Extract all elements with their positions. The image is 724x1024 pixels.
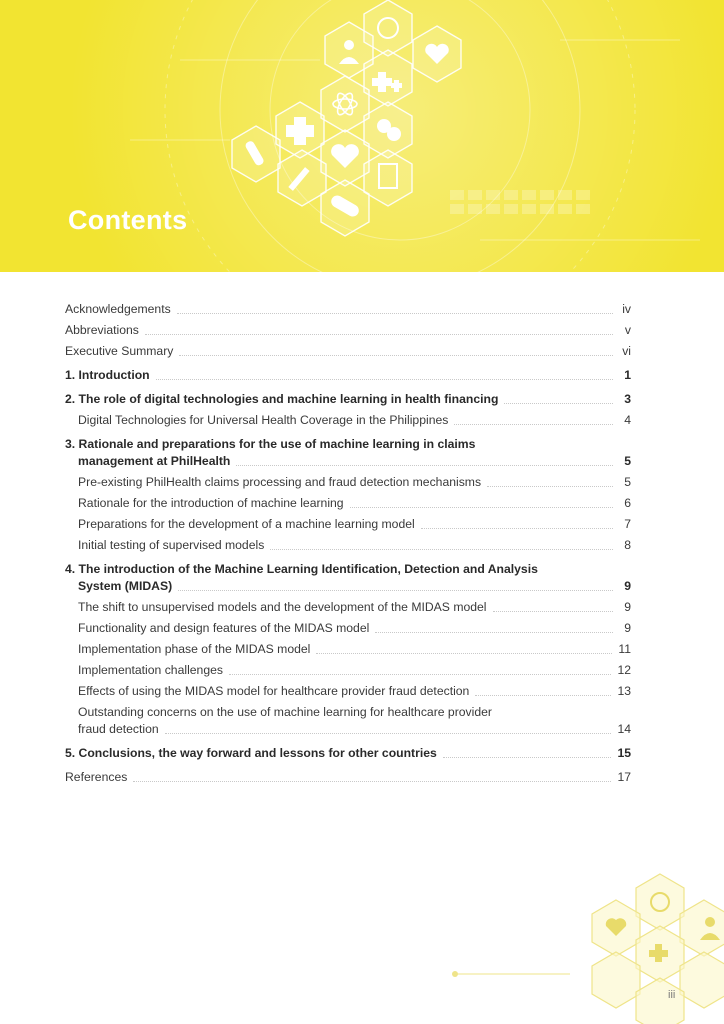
toc-page: 4 — [624, 413, 631, 427]
toc-page: 15 — [617, 746, 631, 760]
dot-leader — [179, 355, 613, 356]
toc-page: 11 — [618, 642, 631, 656]
toc-entry-executive-summary[interactable] — [65, 344, 635, 359]
toc-page: 6 — [624, 496, 631, 510]
toc-entry-acknowledgements[interactable] — [65, 302, 635, 317]
toc-label: Initial testing of supervised models — [78, 538, 265, 552]
toc-label: Effects of using the MIDAS model for healthcare provider fraud detection — [78, 684, 470, 698]
dot-leader — [421, 528, 613, 529]
dot-leader — [316, 653, 612, 654]
toc-entry-section-3-1[interactable] — [65, 475, 635, 490]
toc-page: iv — [622, 302, 631, 316]
toc-page: 3 — [624, 392, 631, 406]
toc-page: 9 — [624, 600, 631, 614]
toc-entry-section-4-4[interactable] — [65, 663, 635, 678]
toc-label-line1: 4. The introduction of the Machine Learning Identification, Detection and Analysis — [65, 562, 538, 576]
toc-page: 1 — [624, 368, 631, 382]
dot-leader — [487, 486, 613, 487]
toc-entry-section-4-5[interactable] — [65, 684, 635, 699]
toc-page: 17 — [617, 770, 631, 784]
dot-leader — [156, 379, 613, 380]
dot-leader — [475, 695, 611, 696]
toc-label-line2: System (MIDAS) — [78, 579, 173, 593]
toc-page: vi — [622, 344, 631, 358]
toc-entry-section-3-4[interactable] — [65, 538, 635, 553]
dot-leader — [454, 424, 613, 425]
toc-page: 5 — [624, 454, 631, 468]
toc-label: Implementation phase of the MIDAS model — [78, 642, 311, 656]
toc-label: Rationale for the introduction of machine learning — [78, 496, 344, 510]
dot-leader — [145, 334, 613, 335]
toc-label: Executive Summary — [65, 344, 174, 358]
toc-page: 7 — [624, 517, 631, 531]
dot-leader — [493, 611, 613, 612]
toc-entry-section-4[interactable] — [65, 562, 635, 594]
toc-entry-references[interactable] — [65, 770, 635, 785]
toc-page: 9 — [624, 621, 631, 635]
toc-entry-section-4-1[interactable] — [65, 600, 635, 615]
toc-page: 13 — [617, 684, 631, 698]
dot-leader — [178, 590, 613, 591]
dot-leader — [443, 757, 612, 758]
toc-page: 8 — [624, 538, 631, 552]
toc-label: References — [65, 770, 128, 784]
toc-entry-section-4-3[interactable] — [65, 642, 635, 657]
toc-entry-section-5[interactable] — [65, 746, 635, 761]
toc-label: Preparations for the development of a machine learning model — [78, 517, 415, 531]
dot-leader — [375, 632, 613, 633]
dot-leader — [350, 507, 613, 508]
toc-label: 5. Conclusions, the way forward and lessons for other countries — [65, 746, 437, 760]
toc-label: 2. The role of digital technologies and machine learning in health financing — [65, 392, 499, 406]
toc-page: 9 — [624, 579, 631, 593]
toc-label-line1: Outstanding concerns on the use of machine learning for healthcare provider — [78, 705, 492, 719]
toc-page: v — [624, 323, 631, 337]
toc-label: Acknowledgements — [65, 302, 171, 316]
toc-page: 5 — [624, 475, 631, 489]
toc-entry-abbreviations[interactable] — [65, 323, 635, 338]
page-title: Contents — [68, 205, 188, 235]
page-number: iii — [668, 989, 676, 1001]
toc-label: Pre-existing PhilHealth claims processing and fraud detection mechanisms — [78, 475, 482, 489]
toc-entry-section-3-3[interactable] — [65, 517, 635, 532]
toc-label-line2: management at PhilHealth — [78, 454, 231, 468]
toc-entry-section-4-6[interactable] — [65, 705, 635, 737]
toc-page: 14 — [617, 722, 631, 736]
toc-entry-introduction[interactable] — [65, 368, 635, 383]
toc-label-line2: fraud detection — [78, 722, 159, 736]
dot-leader — [236, 465, 613, 466]
dot-leader — [165, 733, 612, 734]
toc-label: The shift to unsupervised models and the development of the MIDAS model — [78, 600, 487, 614]
toc-page: 12 — [617, 663, 631, 677]
toc-label: Abbreviations — [65, 323, 139, 337]
toc-label: 1. Introduction — [65, 368, 150, 382]
footer-hexagon-decoration — [440, 840, 724, 1024]
dot-leader — [229, 674, 611, 675]
dot-leader — [133, 781, 611, 782]
toc-entry-section-4-2[interactable] — [65, 621, 635, 636]
header-banner — [0, 0, 724, 272]
dot-leader — [270, 549, 613, 550]
toc-label: Functionality and design features of the MIDAS model — [78, 621, 370, 635]
dot-leader — [177, 313, 613, 314]
toc-entry-section-3-2[interactable] — [65, 496, 635, 511]
toc-entry-section-2[interactable] — [65, 392, 635, 407]
toc-entry-section-3[interactable] — [65, 437, 635, 469]
dot-leader — [504, 403, 613, 404]
toc-label: Digital Technologies for Universal Health Coverage in the Philippines — [78, 413, 449, 427]
toc-label-line1: 3. Rationale and preparations for the use of machine learning in claims — [65, 437, 476, 451]
table-of-contents — [65, 298, 635, 785]
toc-label: Implementation challenges — [78, 663, 223, 677]
toc-entry-section-2-1[interactable] — [65, 413, 635, 428]
